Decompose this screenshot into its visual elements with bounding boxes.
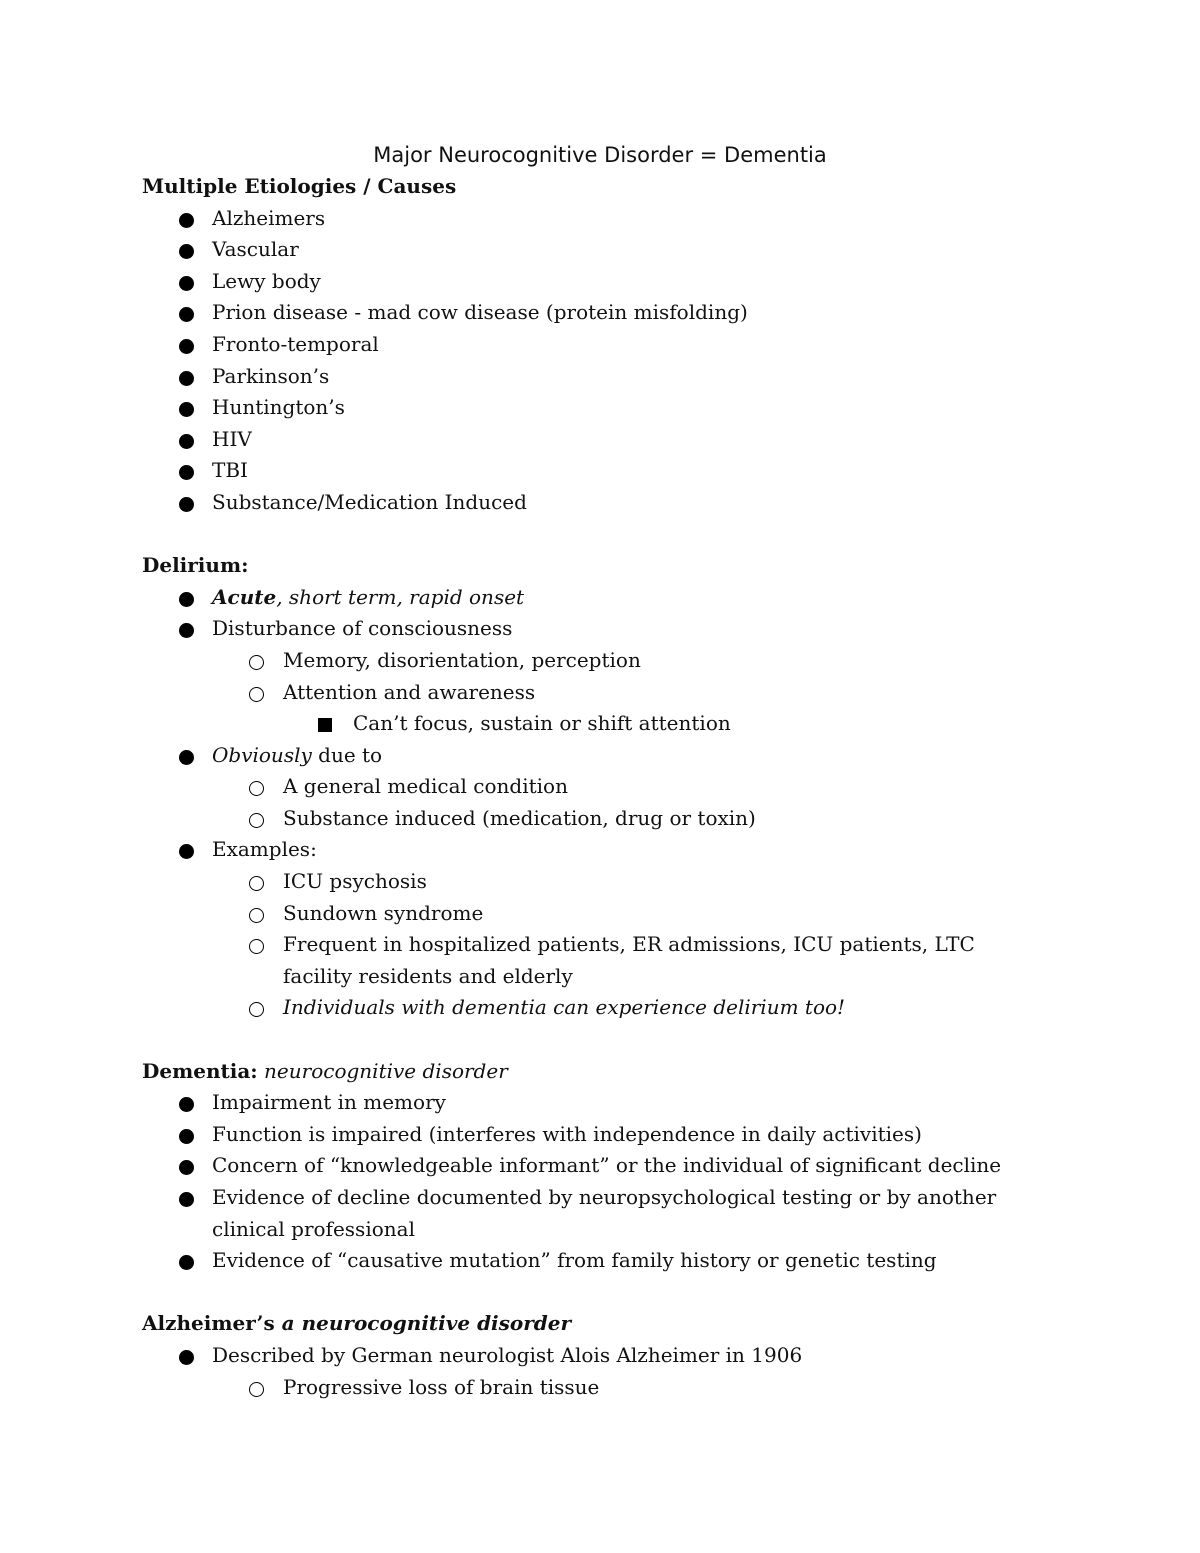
- list-item: Impairment in memory: [142, 1087, 1042, 1119]
- hollow-bullet-icon: [249, 939, 264, 954]
- list-item: Disturbance of consciousness: [142, 613, 1042, 645]
- filled-bullet-icon: [179, 1160, 194, 1175]
- list-item: HIV: [142, 424, 1042, 456]
- list-item: Attention and awareness: [142, 677, 1042, 709]
- etiologies-heading: Multiple Etiologies / Causes: [142, 174, 457, 198]
- filled-bullet-icon: [179, 1255, 194, 1270]
- blank-line: [142, 1277, 1042, 1309]
- list-item: Individuals with dementia can experience delirium too!: [142, 992, 1042, 1024]
- filled-bullet-icon: [179, 1097, 194, 1112]
- list-item: Progressive loss of brain tissue: [142, 1372, 1042, 1404]
- delirium-list: [142, 582, 1042, 1024]
- etiologies-list: [142, 203, 1042, 519]
- list-item: Evidence of “causative mutation” from family history or genetic testing: [142, 1245, 1042, 1277]
- list-item: Prion disease - mad cow disease (protein misfolding): [142, 297, 1042, 329]
- hollow-bullet-icon: [249, 781, 264, 796]
- delirium-heading: Delirium:: [142, 553, 249, 578]
- filled-bullet-icon: [179, 244, 194, 259]
- hollow-bullet-icon: [249, 813, 264, 828]
- list-item: A general medical condition: [142, 771, 1042, 803]
- dementia-list: [142, 1087, 1042, 1277]
- hollow-bullet-icon: [249, 1382, 264, 1397]
- filled-bullet-icon: [179, 213, 194, 228]
- filled-bullet-icon: [179, 339, 194, 354]
- filled-bullet-icon: [179, 434, 194, 449]
- filled-bullet-icon: [179, 276, 194, 291]
- list-item: Evidence of decline documented by neuropsychological testing or by another clinical professional: [142, 1182, 1042, 1245]
- hollow-bullet-icon: [249, 876, 264, 891]
- list-item: Lewy body: [142, 266, 1042, 298]
- list-item: Sundown syndrome: [142, 898, 1042, 930]
- blank-line: [142, 1024, 1042, 1056]
- filled-bullet-icon: [179, 623, 194, 638]
- list-item: Obviously due to: [142, 740, 1042, 772]
- list-item: Concern of “knowledgeable informant” or the individual of significant decline: [142, 1150, 1042, 1182]
- filled-bullet-icon: [179, 307, 194, 322]
- filled-bullet-icon: [179, 371, 194, 386]
- list-item: ICU psychosis: [142, 866, 1042, 898]
- list-item: Acute, short term, rapid onset: [142, 582, 1042, 614]
- hollow-bullet-icon: [249, 687, 264, 702]
- filled-bullet-icon: [179, 750, 194, 765]
- square-bullet-icon: [318, 718, 332, 732]
- filled-bullet-icon: [179, 402, 194, 417]
- alzheimers-list: [142, 1340, 1042, 1403]
- filled-bullet-icon: [179, 592, 194, 607]
- filled-bullet-icon: [179, 844, 194, 859]
- list-item: Alzheimers: [142, 203, 1042, 235]
- list-item: Examples:: [142, 834, 1042, 866]
- list-item: Memory, disorientation, perception: [142, 645, 1042, 677]
- list-item: Function is impaired (interferes with independence in daily activities): [142, 1119, 1042, 1151]
- list-item: Substance/Medication Induced: [142, 487, 1042, 519]
- list-item: Huntington’s: [142, 392, 1042, 424]
- filled-bullet-icon: [179, 1129, 194, 1144]
- dementia-heading: Dementia: neurocognitive disorder: [142, 1058, 508, 1083]
- list-item: Fronto-temporal: [142, 329, 1042, 361]
- filled-bullet-icon: [179, 497, 194, 512]
- filled-bullet-icon: [179, 465, 194, 480]
- blank-line: [142, 519, 1042, 551]
- list-item: TBI: [142, 455, 1042, 487]
- list-item: Parkinson’s: [142, 361, 1042, 393]
- filled-bullet-icon: [179, 1192, 194, 1207]
- list-item: Can’t focus, sustain or shift attention: [142, 708, 1042, 740]
- list-item: Substance induced (medication, drug or toxin): [142, 803, 1042, 835]
- hollow-bullet-icon: [249, 908, 264, 923]
- list-item: Frequent in hospitalized patients, ER admissions, ICU patients, LTC facility residents and elderly: [142, 929, 1042, 992]
- list-item: Vascular: [142, 234, 1042, 266]
- list-item: Described by German neurologist Alois Alzheimer in 1906: [142, 1340, 1042, 1372]
- page-title: Major Neurocognitive Disorder = Dementia: [373, 143, 827, 167]
- document-body: [142, 171, 1042, 1403]
- hollow-bullet-icon: [249, 655, 264, 670]
- hollow-bullet-icon: [249, 1002, 264, 1017]
- filled-bullet-icon: [179, 1350, 194, 1365]
- alzheimers-heading: Alzheimer’s a neurocognitive disorder: [142, 1311, 572, 1336]
